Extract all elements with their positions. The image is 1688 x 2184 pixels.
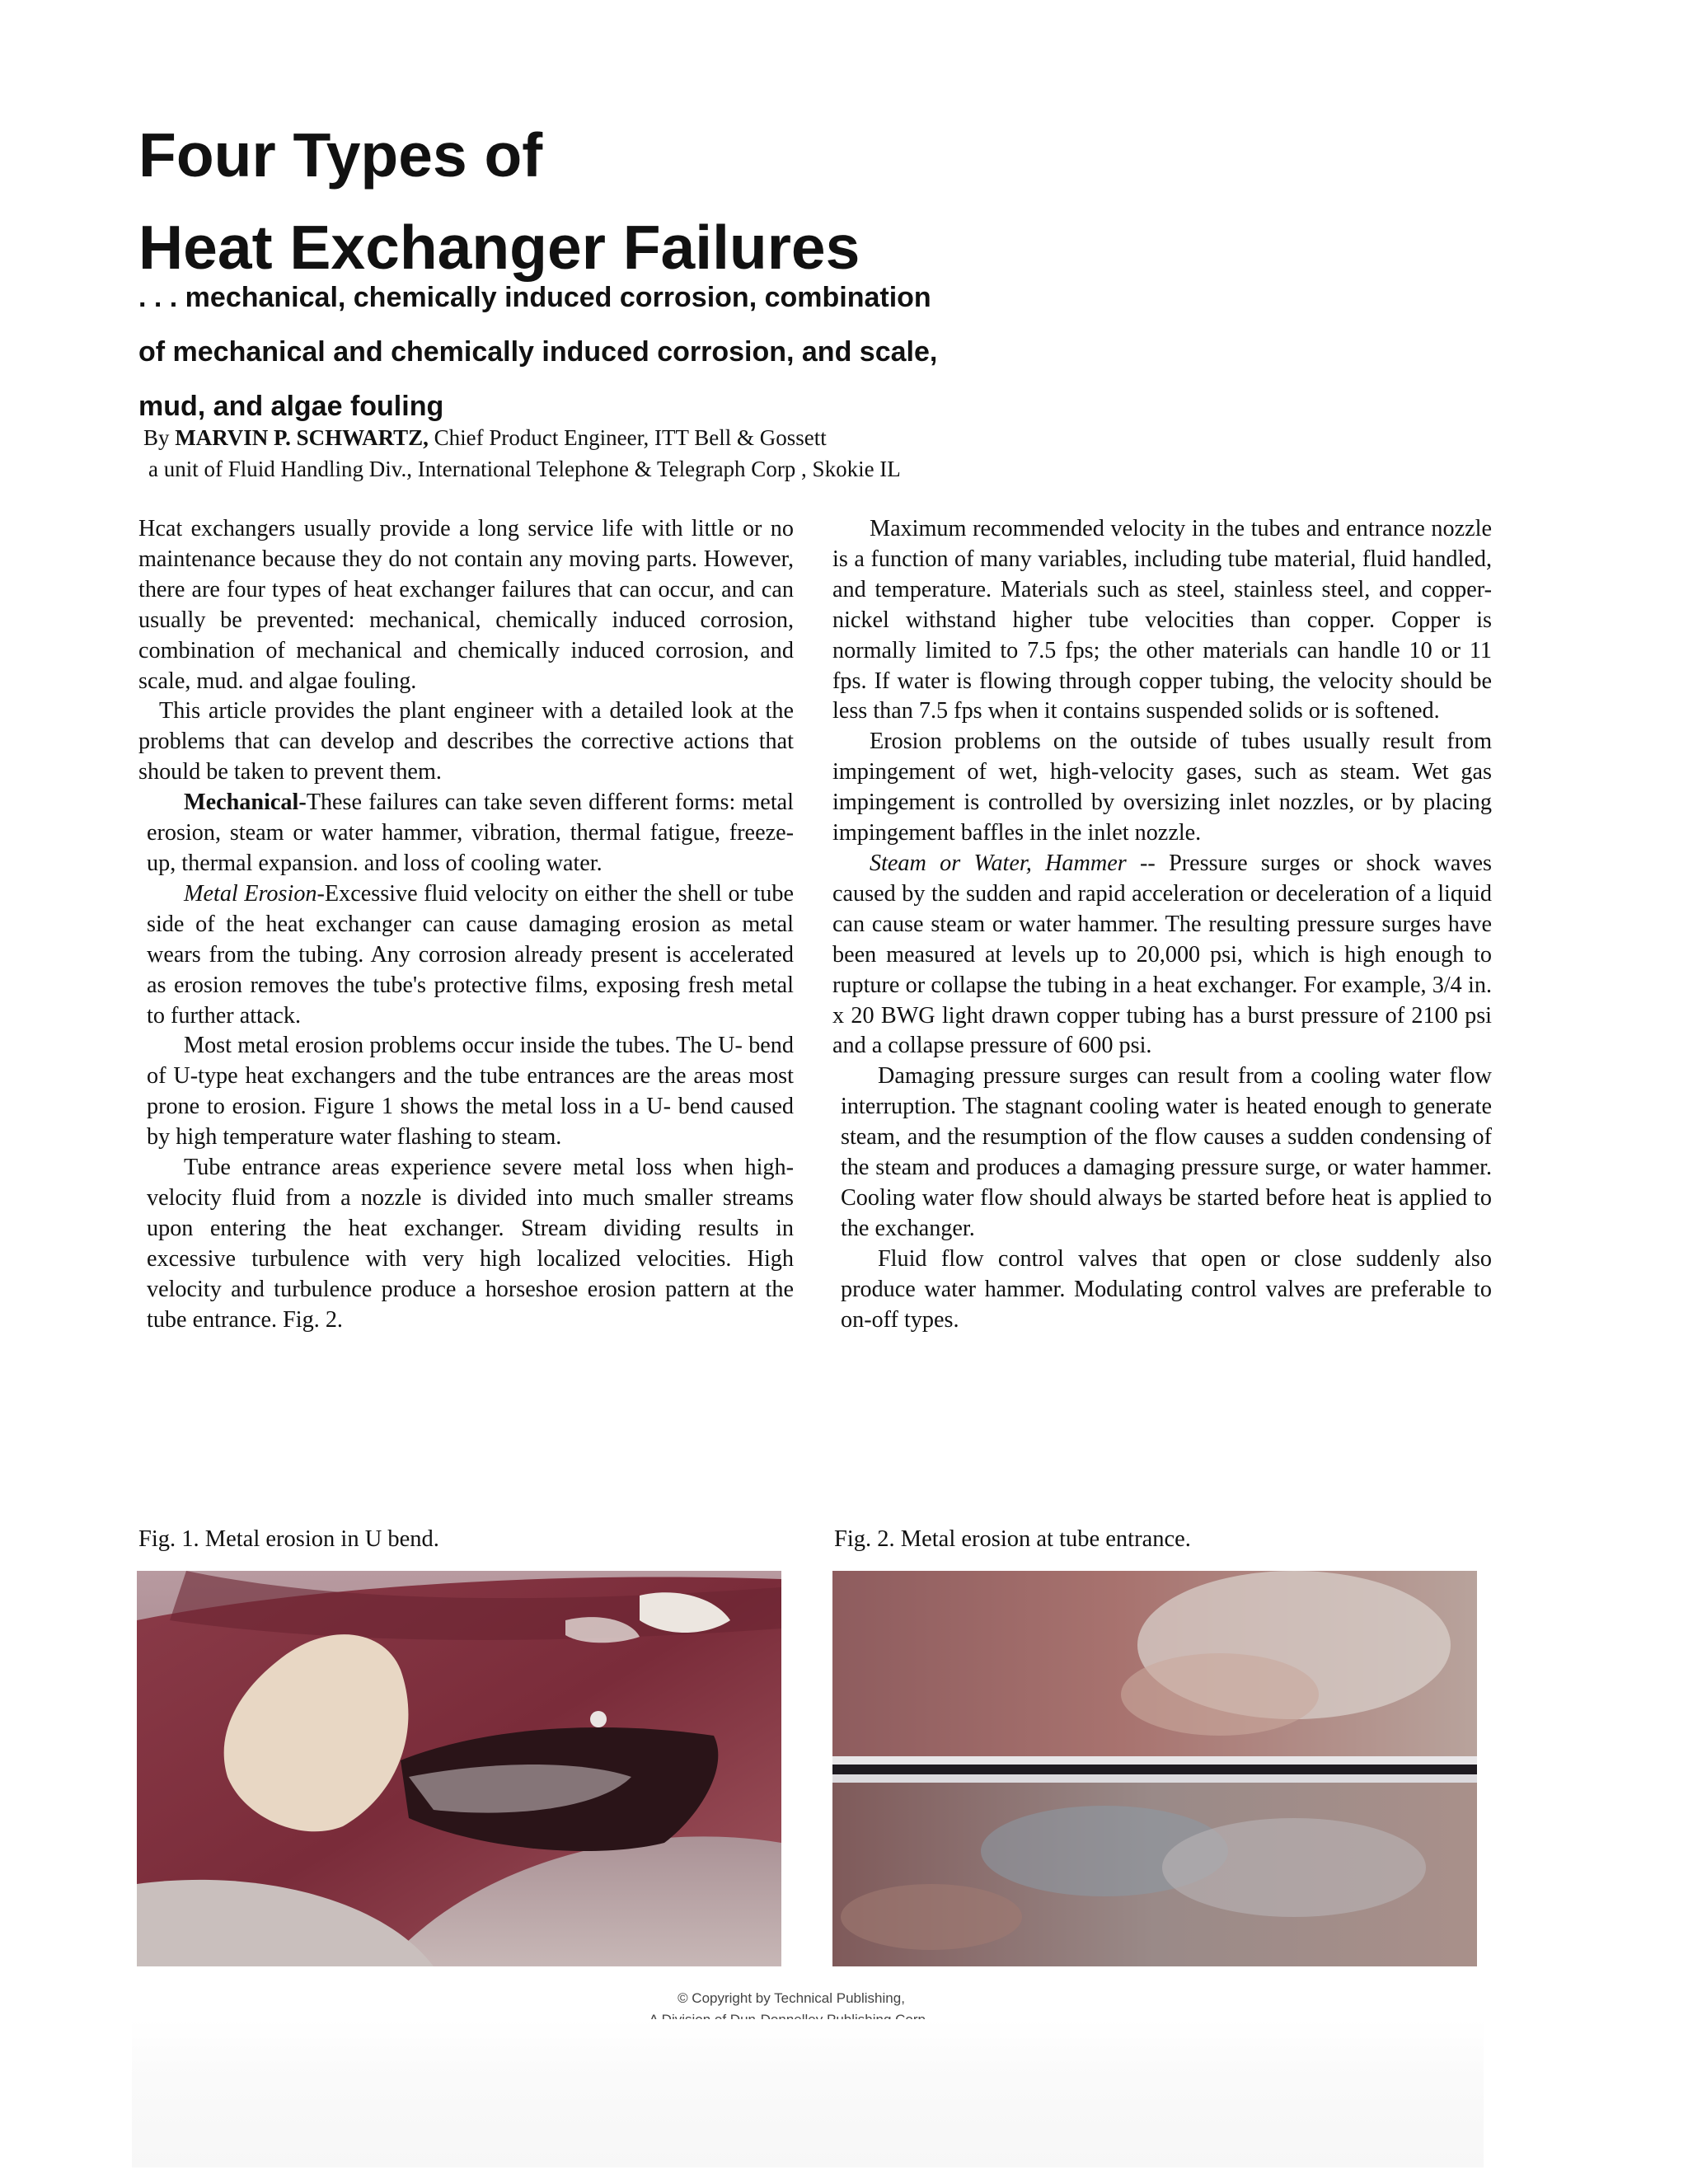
author-name: MARVIN P. SCHWARTZ,: [175, 425, 429, 450]
subtitle-line-2: of mechanical and chemically induced corrosion, and scale,: [138, 336, 938, 368]
by-label: By: [143, 425, 176, 450]
water-hammer-paragraph: [832, 849, 1492, 1062]
erosion-location-paragraph: Most metal erosion problems occur inside the tubes. The U- bend of U-type heat exchangers and the tube entrances are the areas most prone to erosion. Figure 1 shows the metal loss in a U- bend caused by high temperature water flashing to steam.: [147, 1033, 794, 1151]
byline: [143, 422, 1215, 485]
subtitle-line-1: . . . mechanical, chemically induced corrosion, combination: [138, 282, 931, 313]
mechanical-text: These failures can take seven different forms: metal erosion, steam or water hammer, vibration, thermal fatigue, freeze-up, thermal expansion. and loss of cooling water.: [147, 790, 794, 876]
velocity-paragraph: Maximum recommended velocity in the tubes and entrance nozzle is a function of many variables, including tube material, fluid handled, and temperature. Materials such as steel, stainless steel, and copper-nickel withstand higher tube velocities than copper. Copper is normally limited to 7.5 fps; the other materials can handle 10 or 11 fps. If water is flowing through copper tubing, the velocity should be less than 7.5 fps when it contains suspended solids or is softened.: [832, 516, 1492, 724]
fig1-caption: Fig. 1. Metal erosion in U bend.: [138, 1526, 439, 1552]
intro-paragraph: Hcat exchangers usually provide a long service life with little or no maintenance because they do not contain any moving parts. However, there are four types of heat exchanger failures that can occur, and can usually be prevented: mechanical, chemically induced corrosion, combination of mechanical and chemically induced corrosion, and scale, mud. and algae fouling.: [138, 516, 794, 694]
mechanical-heading: Mechanical-: [184, 790, 307, 816]
fig2-caption: Fig. 2. Metal erosion at tube entrance.: [834, 1526, 1191, 1552]
article-title: [138, 109, 1375, 293]
author-affiliation: a unit of Fluid Handling Div., International Telephone & Telegraph Corp , Skokie IL: [148, 457, 901, 481]
article-subtitle: [138, 270, 1045, 434]
scan-bottom-band: [132, 2019, 1484, 2168]
left-column: [138, 514, 794, 1335]
fig2-image: [832, 1571, 1477, 1966]
control-valve-paragraph: Fluid flow control valves that open or close suddenly also produce water hammer. Modulating control valves are preferable to on-off types.: [841, 1245, 1492, 1333]
fig1-image: [137, 1571, 781, 1966]
metal-erosion-text: Excessive fluid velocity on either the shell or tube side of the heat exchanger can cause damaging erosion as metal wears from the tubing. Any corrosion already present is accelerated as erosion removes the tube's protective films, exposing fresh metal to further attack.: [147, 880, 795, 1029]
purpose-paragraph: This article provides the plant engineer with a detailed look at the problems that can develop and describes the corrective actions that should be taken to prevent them.: [138, 698, 794, 785]
mechanical-paragraph: [138, 788, 794, 879]
author-line: [143, 422, 1215, 453]
pressure-surge-paragraph: Damaging pressure surges can result from a cooling water flow interruption. The stagnant cooling water is heated enough to generate steam, and the resumption of the flow causes a sudden condensing of the steam and produces a damaging pressure surge, or water hammer. Cooling water flow should always be started before heat is applied to the exchanger.: [841, 1063, 1492, 1241]
metal-erosion-heading: Metal Erosion-: [184, 880, 325, 907]
water-hammer-heading: Steam or Water, Hammer: [870, 850, 1127, 876]
author-role: Chief Product Engineer, ITT Bell & Gossett: [428, 425, 827, 450]
water-hammer-text: -- Pressure surges or shock waves caused by the sudden and rapid acceleration or deceleration of a liquid can cause steam or water hammer. The resulting pressure surges have been measured at levels up to 20,000 psi, which is high enough to rupture or collapse the tubing in a heat exchanger. For example, 3/4 in. x 20 BWG light drawn copper tubing has a burst pressure of 2100 psi and a collapse pressure of 600 psi.: [832, 850, 1492, 1059]
copyright-line-1: © Copyright by Technical Publishing,: [678, 1990, 905, 2006]
title-line-2: Heat Exchanger Failures: [138, 213, 860, 282]
outside-erosion-paragraph: Erosion problems on the outside of tubes usually result from impingement of wet, high-velocity gases, such as steam. Wet gas impingement is controlled by oversizing inlet nozzles, or by placing impingement baffles in the inlet nozzle.: [832, 729, 1492, 846]
tube-entrance-paragraph: Tube entrance areas experience severe metal loss when high-velocity fluid from a nozzle is divided into much smaller streams upon entering the heat exchanger. Stream dividing results in excessive turbulence with very high localized velocities. High velocity and turbulence produce a horseshoe erosion pattern at the tube entrance. Fig. 2.: [147, 1155, 794, 1333]
metal-erosion-paragraph: [138, 879, 794, 1032]
title-line-1: Four Types of: [138, 120, 543, 190]
right-column: [832, 514, 1492, 1335]
subtitle-line-3: mud, and algae fouling: [138, 391, 444, 422]
